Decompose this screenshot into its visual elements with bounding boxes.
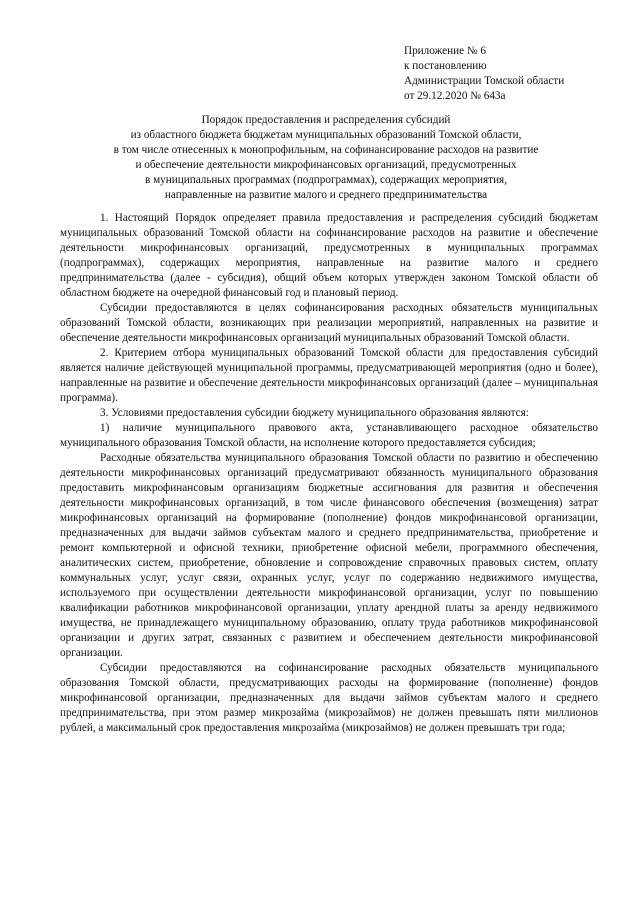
title-line: направленные на развитие малого и среднего предпринимательства — [164, 189, 488, 201]
paragraph-purpose: Субсидии предоставляются в целях софинансирования расходных обязательств муниципальных образований Томской области, возникающих при реализации мероприятий, направленных на развитие и обеспечение деятельности микрофинансовых организаций муниципальных образований Томской области. — [60, 302, 598, 344]
appendix-line: Администрации Томской области — [404, 75, 565, 87]
paragraph-condition-1: 1) наличие муниципального правового акта, устанавливающего расходное обязательство муниципального образования Томской области, на исполнение которого предоставляется субсидия; — [60, 422, 598, 449]
paragraph-conditions: 3. Условиями предоставления субсидии бюджету муниципального образования являются: — [100, 407, 529, 419]
title-line: в том числе отнесенных к монопрофильным, на софинансирование расходов на развитие — [113, 144, 539, 156]
document-body — [60, 211, 598, 736]
document-title — [60, 113, 592, 203]
title-line: из областного бюджета бюджетам муниципальных образований Томской области, — [130, 129, 522, 141]
paragraph-microloans: Субсидии предоставляются на софинансирование расходных обязательств муниципального образования Томской области, предусматривающих расходы на формирование (пополнение) фондов микрофинансовой организации, предназначенных для выдачи займов субъектам малого и среднего предпринимательства, при этом размер микрозайма (микрозаймов) не должен превышать пяти миллионов рублей, а максимальный срок предоставления микрозайма (микрозаймов) не должен превышать три года; — [60, 662, 598, 734]
paragraph-criterion: 2. Критерием отбора муниципальных образований Томской области для предоставления субсидий является наличие действующей муниципальной программы, предусматривающей мероприятия (одно и более), направленные на развитие и обеспечение деятельности микрофинансовых организаций (далее – муниципальная программа). — [60, 347, 598, 404]
paragraph-scope: 1. Настоящий Порядок определяет правила предоставления и распределения субсидий бюджетам муниципальных образований Томской области на софинансирование расходов на развитие и обеспечение деятельности микрофинансовых организаций, предусмотренных в муниципальных программах (подпрограммах), содержащих мероприятия, направленные на развитие малого и среднего предпринимательства (далее - субсидия), общий объем которых утвержден законом Томской области об областном бюджете на очередной финансовый год и плановый период. — [60, 212, 598, 299]
appendix-line: от 29.12.2020 № 643а — [404, 90, 506, 102]
title-line: и обеспечение деятельности микрофинансовых организаций, предусмотренных — [135, 159, 517, 171]
title-line: в муниципальных программах (подпрограммах), содержащих мероприятия, — [145, 174, 507, 186]
paragraph-obligations: Расходные обязательства муниципального образования Томской области по развитию и обеспечению деятельности микрофинансовых организаций предусматривают обязанность муниципального образования предоставить микрофинансовым организациям бюджетные ассигнования для развития и обеспечения деятельности микрофинансовых организаций, в том числе финансового обеспечения (возмещения) затрат микрофинансовых организаций на формирование (пополнение) фондов микрофинансовой организации, предназначенных для выдачи займов субъектам малого и среднего предпринимательства, приобретение и ремонт компьютерной и офисной техники, приобретение офисной мебели, программного обеспечения, аналитических систем, приобретение, обновление и сопровождение справочных правовых систем, оплату коммунальных услуг, услуг связи, охранных услуг, услуг по содержанию недвижимого имущества, используемого при осуществлении деятельности микрофинансовой организации, услуг по повышению квалификации работников микрофинансовой организации, уплату арендной платы за аренду недвижимого имущества, не принадлежащего муниципальному образованию, оплату труда работников микрофинансовой организации и других затрат, связанных с развитием и обеспечением деятельности микрофинансовой организации. — [60, 452, 598, 659]
appendix-block — [404, 44, 624, 104]
appendix-line: к постановлению — [404, 60, 487, 72]
title-line: Порядок предоставления и распределения субсидий — [201, 114, 451, 126]
appendix-line: Приложение № 6 — [404, 45, 486, 57]
